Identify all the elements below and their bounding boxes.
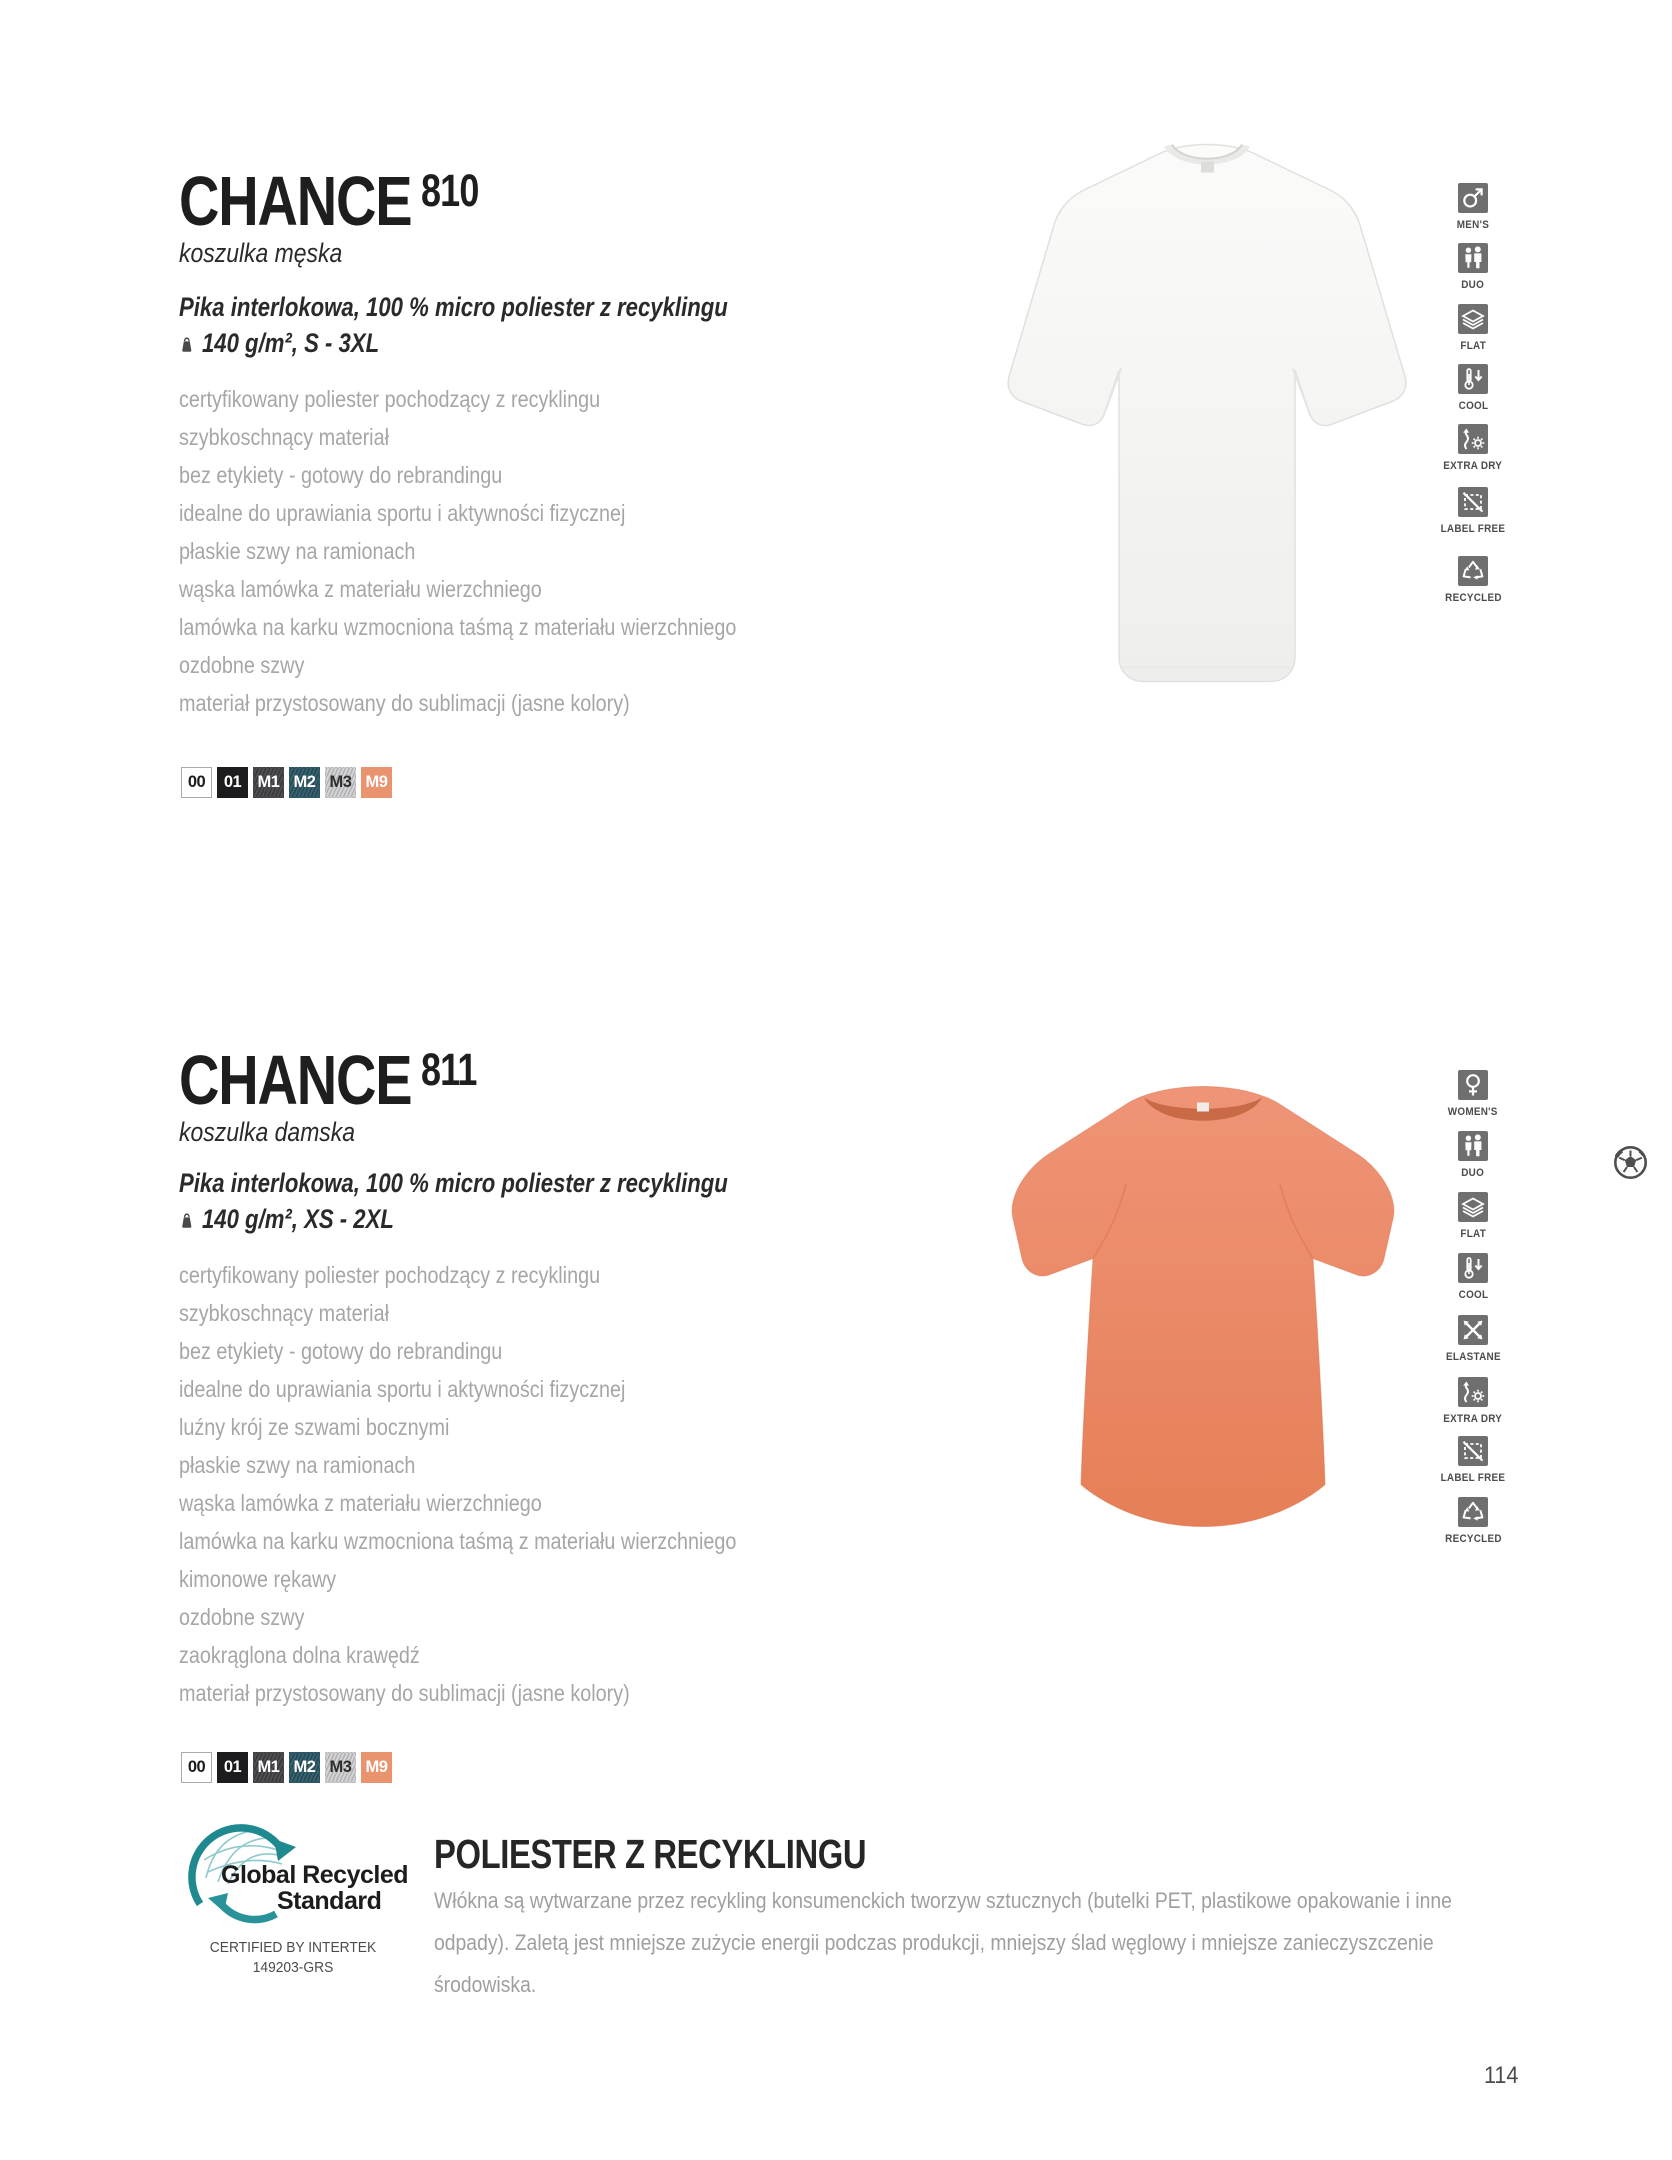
product-material: Pika interlokowa, 100 % micro poliester z recyklingu — [179, 292, 728, 322]
attribute-cool — [1412, 1253, 1534, 1301]
feature-item: bez etykiety - gotowy do rebrandingu — [179, 462, 503, 488]
product-name: CHANCE — [179, 162, 412, 240]
swatch-label: M2 — [293, 1758, 316, 1776]
icon-label: FLAT — [1460, 1228, 1486, 1240]
attribute-duo — [1412, 243, 1534, 291]
flat-icon — [1458, 304, 1488, 334]
product-weight-row — [179, 328, 379, 359]
icon-label: RECYCLED — [1444, 592, 1502, 604]
color-swatch-00[interactable] — [181, 767, 212, 798]
icon-label: COOL — [1458, 400, 1488, 412]
label-free-icon — [1458, 487, 1488, 517]
swatch-label: M3 — [329, 773, 352, 791]
attribute-flat — [1412, 304, 1534, 352]
product-weight-row — [179, 1204, 394, 1235]
attribute-recycled — [1412, 556, 1534, 604]
feature-item: lamówka na karku wzmocniona taśmą z materiału wierzchniego — [179, 614, 737, 640]
swatch-row-810 — [181, 767, 392, 798]
swatch-label: 01 — [223, 773, 242, 791]
flat-icon — [1458, 1192, 1488, 1222]
attribute-extra-dry — [1412, 424, 1534, 472]
feature-list-810 — [179, 380, 736, 722]
feature-item: szybkoschnący materiał — [179, 424, 389, 450]
grs-certification — [187, 1938, 399, 1978]
label-free-icon — [1458, 1436, 1488, 1466]
attribute-label-free — [1412, 1436, 1534, 1484]
attribute-womens — [1412, 1070, 1534, 1118]
recycled-icon — [1458, 556, 1488, 586]
product-image-mens-tshirt — [985, 136, 1430, 702]
icon-label: EXTRA DRY — [1443, 460, 1503, 472]
icon-label: DUO — [1461, 1167, 1485, 1179]
color-swatch-00[interactable] — [181, 1752, 212, 1783]
product-title-810 — [179, 162, 479, 240]
icon-label: MEN'S — [1456, 219, 1490, 231]
color-swatch-01[interactable] — [217, 767, 248, 798]
icon-label: COOL — [1458, 1289, 1488, 1301]
product-subtitle: koszulka męska — [179, 238, 343, 268]
weight-icon — [179, 334, 195, 354]
icon-label: DUO — [1461, 279, 1485, 291]
duo-icon — [1458, 1131, 1488, 1161]
product-image-womens-tshirt — [998, 1062, 1408, 1562]
feature-item: płaskie szwy na ramionach — [179, 1452, 416, 1478]
feature-item: zaokrąglona dolna krawędź — [179, 1642, 420, 1668]
duo-icon — [1458, 243, 1488, 273]
feature-item: certyfikowany poliester pochodzący z recyklingu — [179, 1262, 601, 1288]
feature-item: bez etykiety - gotowy do rebrandingu — [179, 1338, 503, 1364]
product-title-811 — [179, 1041, 477, 1119]
feature-item: materiał przystosowany do sublimacji (jasne kolory) — [179, 690, 630, 716]
attribute-extra-dry — [1412, 1377, 1534, 1425]
color-swatch-m3[interactable] — [325, 1752, 356, 1783]
feature-item: szybkoschnący materiał — [179, 1300, 389, 1326]
feature-item: ozdobne szwy — [179, 652, 305, 678]
grs-cert-line1: CERTIFIED BY INTERTEK — [209, 1939, 377, 1956]
feature-item: idealne do uprawiania sportu i aktywności fizycznej — [179, 1376, 626, 1402]
swatch-label: 01 — [223, 1758, 242, 1776]
product-code: 811 — [420, 1044, 477, 1095]
recycled-icon — [1458, 1497, 1488, 1527]
grs-logo-text-line1: Global Recycled — [221, 1861, 409, 1889]
product-code: 810 — [420, 165, 479, 216]
attribute-label-free — [1412, 487, 1534, 535]
extra-dry-icon — [1458, 1377, 1488, 1407]
color-swatch-m3[interactable] — [325, 767, 356, 798]
feature-item: lamówka na karku wzmocniona taśmą z materiału wierzchniego — [179, 1528, 737, 1554]
icon-label: LABEL FREE — [1440, 1472, 1506, 1484]
swatch-label: M9 — [365, 1758, 388, 1776]
cool-icon — [1458, 364, 1488, 394]
color-swatch-01[interactable] — [217, 1752, 248, 1783]
icon-label: LABEL FREE — [1440, 523, 1506, 535]
grs-cert-line2: 149203-GRS — [252, 1959, 334, 1976]
color-swatch-m2[interactable] — [289, 767, 320, 798]
attribute-recycled — [1412, 1497, 1534, 1545]
feature-item: wąska lamówka z materiału wierzchniego — [179, 1490, 542, 1516]
womens-icon — [1458, 1070, 1488, 1100]
feature-list-811 — [179, 1256, 736, 1712]
attribute-mens — [1412, 183, 1534, 231]
icon-label: EXTRA DRY — [1443, 1413, 1503, 1425]
feature-item: materiał przystosowany do sublimacji (jasne kolory) — [179, 1680, 630, 1706]
icon-label: WOMEN'S — [1448, 1106, 1498, 1118]
attribute-duo — [1412, 1131, 1534, 1179]
cool-icon — [1458, 1253, 1488, 1283]
info-heading: POLIESTER Z RECYKLINGU — [434, 1831, 867, 1877]
swatch-label: M1 — [257, 1758, 280, 1776]
feature-item: certyfikowany poliester pochodzący z recyklingu — [179, 386, 601, 412]
attribute-elastane — [1412, 1315, 1534, 1363]
mens-icon — [1458, 183, 1488, 213]
soccer-ball-icon — [1612, 1144, 1649, 1186]
feature-item: kimonowe rękawy — [179, 1566, 337, 1592]
color-swatch-m9[interactable] — [361, 1752, 392, 1783]
feature-item: idealne do uprawiania sportu i aktywności fizycznej — [179, 500, 626, 526]
product-subtitle: koszulka damska — [179, 1117, 356, 1147]
swatch-label: 00 — [187, 1758, 206, 1776]
extra-dry-icon — [1458, 424, 1488, 454]
feature-item: ozdobne szwy — [179, 1604, 305, 1630]
weight-icon — [179, 1210, 195, 1230]
swatch-label: M1 — [257, 773, 280, 791]
elastane-icon — [1458, 1315, 1488, 1345]
swatch-label: M3 — [329, 1758, 352, 1776]
swatch-label: M9 — [365, 773, 388, 791]
color-swatch-m9[interactable] — [361, 767, 392, 798]
icon-label: FLAT — [1460, 340, 1486, 352]
grs-logo-text-line2: Standard — [277, 1887, 382, 1915]
icon-label: ELASTANE — [1445, 1351, 1501, 1363]
feature-item: luźny krój ze szwami bocznymi — [179, 1414, 450, 1440]
attribute-flat — [1412, 1192, 1534, 1240]
product-name: CHANCE — [179, 1041, 412, 1119]
attribute-cool — [1412, 364, 1534, 412]
color-swatch-m1[interactable] — [253, 767, 284, 798]
swatch-row-811 — [181, 1752, 392, 1783]
swatch-label: 00 — [187, 773, 206, 791]
product-weight: 140 g/m², S - 3XL — [201, 328, 380, 358]
feature-item: wąska lamówka z materiału wierzchniego — [179, 576, 542, 602]
feature-item: płaskie szwy na ramionach — [179, 538, 416, 564]
swatch-label: M2 — [293, 773, 316, 791]
product-weight: 140 g/m², XS - 2XL — [201, 1204, 394, 1234]
color-swatch-m2[interactable] — [289, 1752, 320, 1783]
page-number: 114 — [1484, 2062, 1519, 2089]
color-swatch-m1[interactable] — [253, 1752, 284, 1783]
product-material: Pika interlokowa, 100 % micro poliester z recyklingu — [179, 1168, 728, 1198]
info-body: Włókna są wytwarzane przez recykling konsumenckich tworzyw sztucznych (butelki PET, plastikowe opakowanie i inne odpady). Zaletą jest mniejsze zużycie energii podczas produkcji, mniejszy ślad węglowy i mniejsze zanieczyszczenie środowiska. — [434, 1888, 1452, 1997]
icon-label: RECYCLED — [1444, 1533, 1502, 1545]
